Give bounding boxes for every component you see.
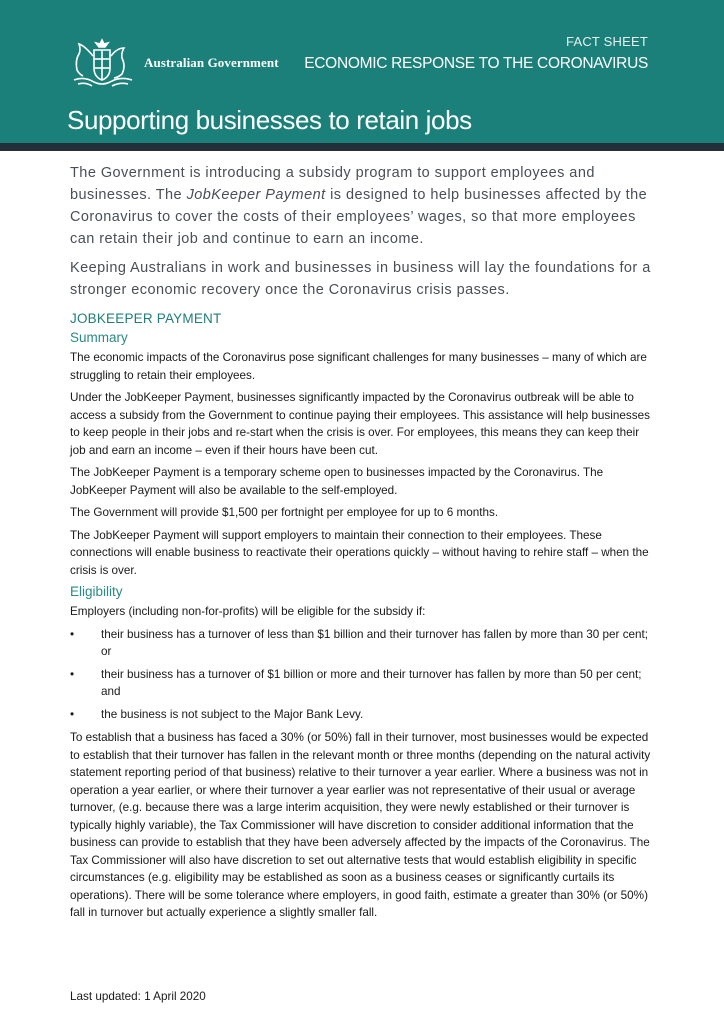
eligibility-paragraph: To establish that a business has faced a 30% (or 50%) fall in their turnover, most businesses would be expected to establish that their turnover has fallen in the relevant month or three months (depending on the natural activity statement reporting period of that business) relative to their turnover a year earlier. Where a business was not in operation a year earlier, or where their turnover a year earlier was not representative of their usual or average turnover, (e.g. because there was a large interim acquisition, they were newly established or their turnover is typically highly variable), the Tax Commissioner will have discretion to consider additional information that the business can provide to establish that they have been adversely affected by the impacts of the Coronavirus. The Tax Commissioner will also have discretion to set out alternative tests that would establish eligibility in specific circumstances (e.g. eligibility may be established as soon as a business ceases or significantly curtails its operations). There will be some tolerance where employers, in good faith, estimate a greater than 30% (or 50%) fall in turnover but actually experience a slightly smaller fall. xyxy=(70,731,651,919)
summary-paragraph: Under the JobKeeper Payment, businesses significantly impacted by the Coronavirus outbreak will be able to access a subsidy from the Government to continue paying their employees. This assistance will help businesses to keep people in their jobs and re-start when the crisis is over. For employees, this means they can keep their job and earn an income – even if their hours have been cut. xyxy=(70,391,650,457)
summary-paragraph: The economic impacts of the Coronavirus pose significant challenges for many businesses – many of which are struggling to retain their employees. xyxy=(70,351,647,382)
document-body xyxy=(70,162,654,927)
section-heading: JOBKEEPER PAYMENT xyxy=(70,311,222,326)
intro-paragraph-1: The Government is introducing a subsidy program to support employees and businesses. The JobKeeper Payment is designed to help businesses affected by the Coronavirus to cover the costs of their employees’ wages, so that more employees can retain their job and continue to earn an income. xyxy=(70,165,648,247)
bullet-icon: • xyxy=(70,707,75,721)
page-title: Supporting businesses to retain jobs xyxy=(67,105,472,135)
intro-paragraph-2: Keeping Australians in work and businesses in business will lay the foundations for a stronger economic recovery once the Coronavirus crisis passes. xyxy=(70,260,651,298)
bullet-icon: • xyxy=(70,627,75,641)
summary-paragraph: The Government will provide $1,500 per fortnight per employee for up to 6 months. xyxy=(70,506,499,519)
jobkeeper-emphasis: JobKeeper Payment xyxy=(186,187,326,203)
government-wordmark: Australian Government xyxy=(144,55,279,70)
last-updated: Last updated: 1 April 2020 xyxy=(70,990,206,1003)
list-item: • the business is not subject to the Major Bank Levy. xyxy=(70,706,654,724)
eligibility-intro: Employers (including non-for-profits) will be eligible for the subsidy if: xyxy=(70,605,426,618)
header-divider xyxy=(0,143,724,151)
fact-sheet-label: FACT SHEET xyxy=(566,34,648,49)
eligibility-heading: Eligibility xyxy=(70,584,123,599)
coat-of-arms-icon xyxy=(64,36,140,94)
series-title: ECONOMIC RESPONSE TO THE CORONAVIRUS xyxy=(304,55,648,72)
summary-paragraph: The JobKeeper Payment is a temporary scheme open to businesses impacted by the Coronavirus. The JobKeeper Payment will also be available to the self-employed. xyxy=(70,466,604,497)
bullet-icon: • xyxy=(70,667,75,681)
list-item: • their business has a turnover of $1 billion or more and their turnover has fallen by more than 50 per cent; and xyxy=(70,667,642,698)
summary-heading: Summary xyxy=(70,330,128,345)
summary-paragraph: The JobKeeper Payment will support employers to maintain their connection to their employees. These connections will enable business to reactivate their operations quickly – without having to rehire staff – when the crisis is over. xyxy=(70,528,649,577)
eligibility-list xyxy=(70,626,654,724)
list-item: • their business has a turnover of less than $1 billion and their turnover has fallen by more than 30 per cent; or xyxy=(70,627,649,658)
